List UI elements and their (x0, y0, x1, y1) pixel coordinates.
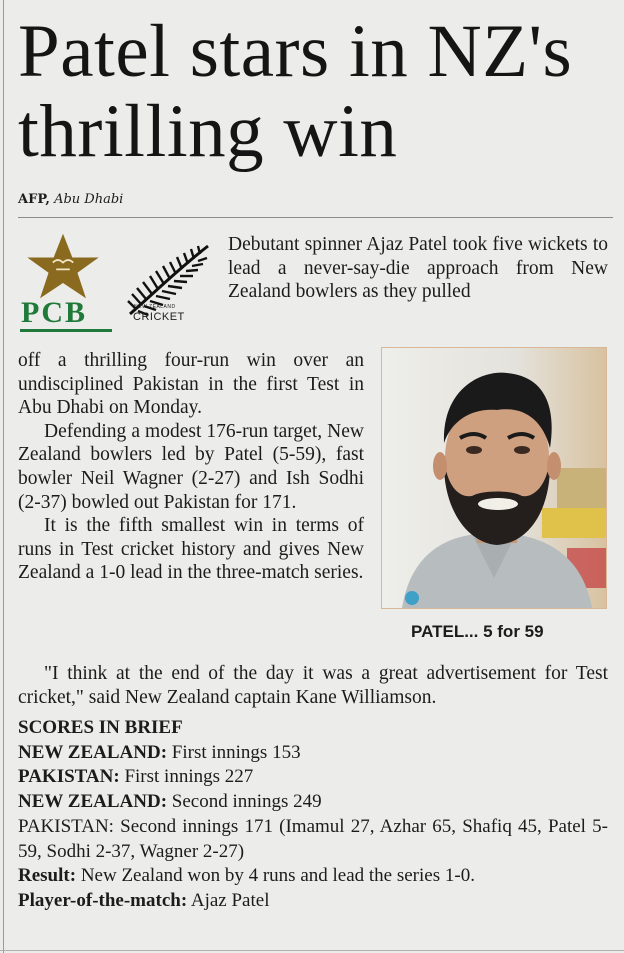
score-value: PAKISTAN: Second innings 171 (Imamul 27, Azhar 65, Shafiq 45, Patel 5-59, Sodhi 2-37, Wagner 2-27) (18, 815, 608, 862)
player-of-match-label: Player-of-the-match: (18, 889, 188, 911)
paragraph-1-top: Debutant spinner Ajaz Patel took five wickets to lead a never-say-die approach from New Zealand bowlers as they pulled (228, 234, 608, 303)
byline-place: Abu Dhabi (54, 192, 124, 207)
score-line (18, 765, 608, 790)
main-column (18, 349, 364, 585)
team-logos (16, 232, 216, 332)
score-value: First innings 153 (167, 741, 301, 763)
nz-logo-text: CRICKET (133, 311, 185, 323)
paragraph-4-quote: "I think at the end of the day it was a great advertisement for Test cricket," said New Zealand captain Kane Williamson. (18, 663, 608, 708)
pcb-logo-text: PCB (21, 296, 87, 329)
score-value: Second innings 249 (167, 791, 322, 813)
score-line (18, 815, 608, 864)
paragraph-1-continued: off a thrilling four-run win over an undisciplined Pakistan in the first Test in Abu Dhabi on Monday. (18, 350, 364, 419)
paragraph-3: It is the fifth smallest win in terms of runs in Test cricket history and gives New Zealand a 1-0 lead in the three-match series. (18, 515, 364, 584)
headline-line-2: thrilling win (18, 90, 398, 173)
result-value: New Zealand won by 4 runs and lead the series 1-0. (76, 865, 475, 887)
photo-caption: PATEL... 5 for 59 (411, 622, 544, 641)
bottom-rule (0, 950, 624, 951)
score-team-label: PAKISTAN: (18, 766, 120, 788)
headline-line-1: Patel stars in NZ's (18, 10, 573, 93)
byline-divider (18, 217, 613, 218)
player-of-match-line (18, 889, 608, 914)
player-of-match-value: Ajaz Patel (187, 889, 270, 911)
score-value: First innings 227 (119, 766, 254, 788)
byline (18, 192, 123, 207)
scores-in-brief (18, 716, 608, 914)
nz-logo-subtext: NEW ZEALAND (134, 304, 176, 310)
player-portrait-image (382, 348, 606, 608)
pcb-star-icon (20, 232, 106, 300)
scores-heading: SCORES IN BRIEF (18, 717, 183, 738)
score-team-label: NEW ZEALAND: (18, 791, 168, 813)
headline (18, 12, 618, 172)
byline-agency: AFP, (18, 192, 50, 207)
player-photo (381, 347, 607, 609)
column-rule (3, 0, 4, 953)
score-line (18, 741, 608, 766)
result-label: Result: (18, 865, 77, 887)
result-line (18, 864, 608, 889)
score-team-label: NEW ZEALAND: (18, 741, 168, 763)
score-line (18, 790, 608, 815)
pcb-underline (20, 329, 112, 332)
paragraph-2: Defending a modest 176-run target, New Zealand bowlers led by Patel (5-59), fast bowler Neil Wagner (2-27) and Ish Sodhi (2-37) bowled out Pakistan for 171. (18, 420, 364, 513)
